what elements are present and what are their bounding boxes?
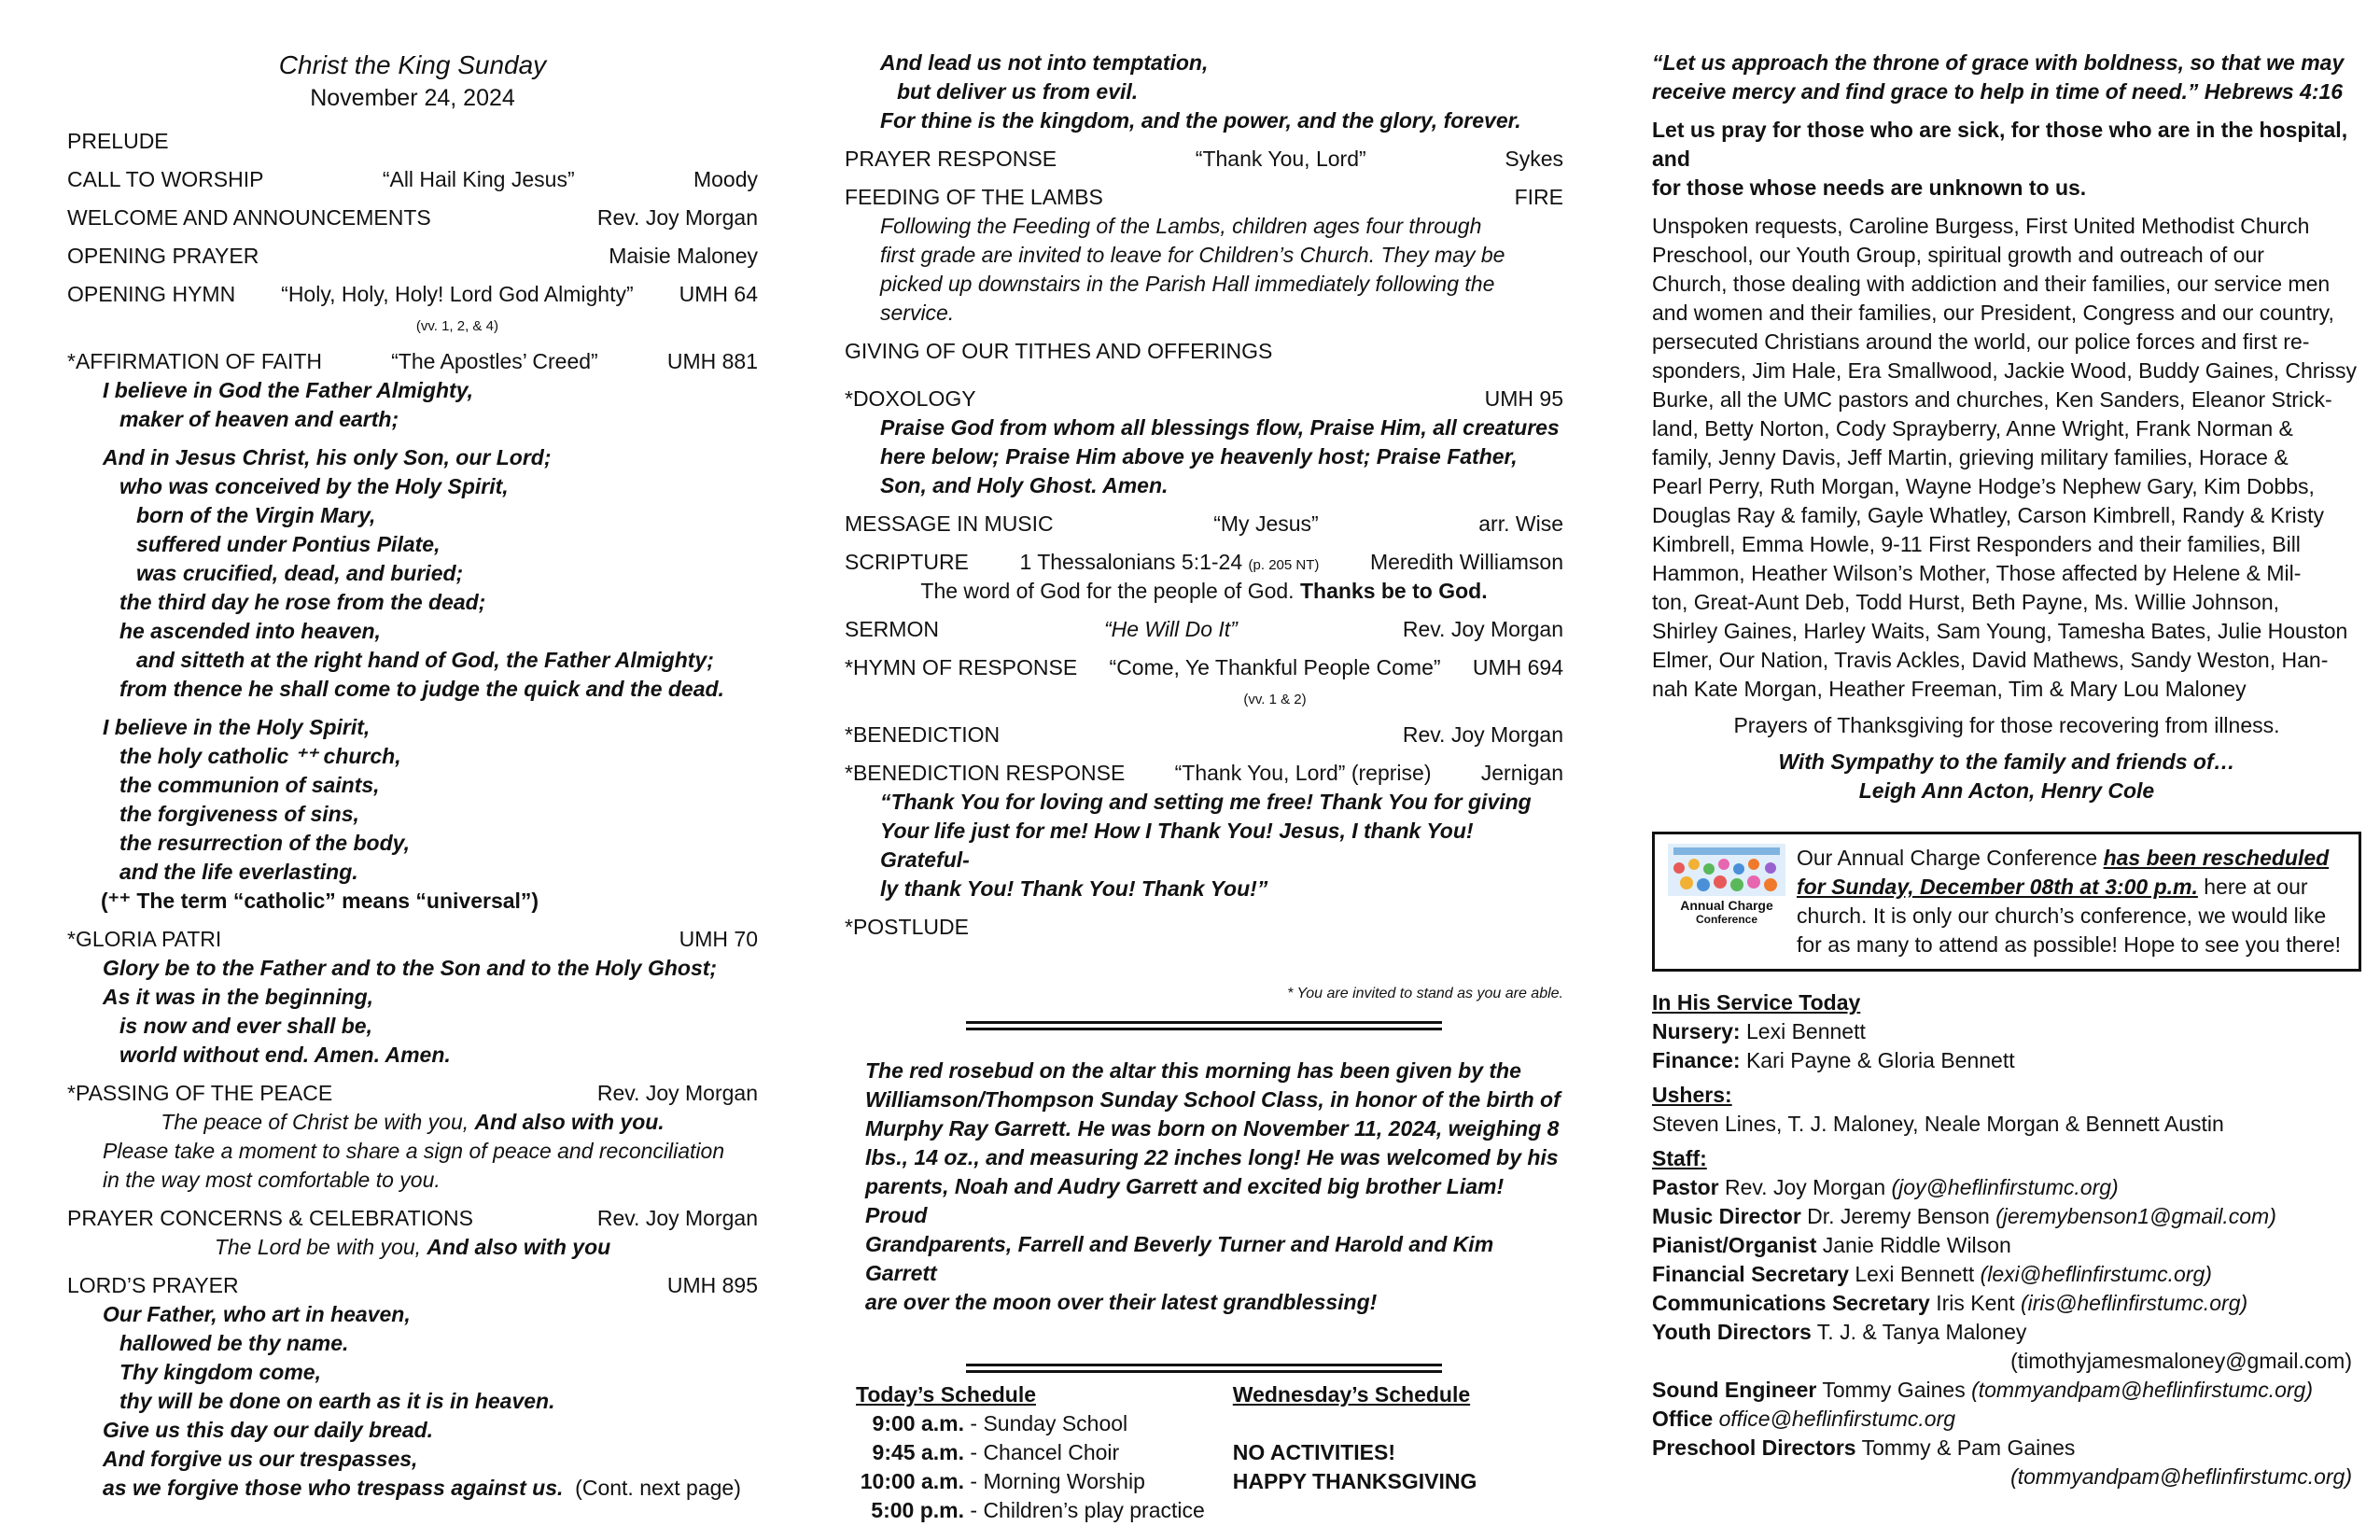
hebrews-verse: “Let us approach the throne of grace with boldness, so that we may receive mercy and find grace to help in time of need.” Hebrews 4:16 (1652, 50, 2345, 104)
sympathy: With Sympathy to the family and friends of… Leigh Ann Acton, Henry Cole (1778, 749, 2235, 803)
call-to-worship: CALL TO WORSHIP “All Hail King Jesus” Moody (67, 167, 758, 191)
logo-text-2: Conference (1695, 913, 1758, 926)
order-of-worship-middle (845, 49, 1563, 1525)
wednesday-schedule: Wednesday’s Schedule NO ACTIVITIES! HAPPY THANKSGIVING (1232, 1382, 1477, 1493)
announcements-right (1652, 49, 2361, 1491)
prayer-requests: Unspoken requests, Caroline Burgess, First United Methodist Church Preschool, our Youth Group, spiritual growth and outreach of our Church, those dealing with addiction and their families, our service men and women and their families, our President, Congress and our country, persecuted Christians around the world, our police forces and first re- sponders, Jim Hale, Era Smallwood, Jackie Wood, Buddy Gaines, Chrissy Burke, all the UMC pastors and churches, Ken Sanders, Eleanor Strick- land, Betty Norton, Cody Sprayberry, Anne Wright, Frank Norman & family, Jenny Davis, Jeff Martin, grieving military families, Horace & Pearl Perry, Ruth Morgan, Wayne Hodge’s Nephew Gary, Kim Dobbs, Douglas Ray & family, Gayle Whatley, Carson Kimbrell, Randy & Kristy Kimbrell, Emma Howle, 9-11 First Responders and their families, Bill Hammon, Heather Wilson’s Mother, Those affected by Helene & Mil- ton, Great-Aunt Deb, Todd Hurst, Beth Payne, Ms. Willie Johnson, Shirley Gaines, Harley Waits, Sam Young, Tamesha Bates, Julie Houston Elmer, Our Nation, Travis Ackles, David Mathews, Sandy Weston, Han- nah Kate Morgan, Heather Freeman, Tim & Mary Lou Maloney (1652, 214, 2358, 701)
concerns-response: The Lord be with you, And also with you (214, 1235, 611, 1259)
doxology-text: Praise God from whom all blessings flow, Praise Him, all creatures here below; Praise Him above ye heavenly host; Praise Father, Son, and Holy Ghost. Amen. (880, 415, 1560, 497)
catholic-note: (⁺⁺ The term “catholic” means “universal”) (101, 889, 539, 913)
apostles-creed: I believe in God the Father Almighty, maker of heaven and earth; And in Jesus Christ, his only Son, our Lord; who was conceived by the Holy Spirit, born of the Virgin Mary, suffered under Pontius Pilate, was crucified, dead, and buried; the third day he rose from the dead; he ascended into heaven, and sitteth at the right hand of God, the Father Almighty; from thence he shall come to judge the quick and the dead. I believe in the Holy Spirit, the holy catholic ⁺⁺ church, the communion of saints, the forgiveness of sins, the resurrection of the body, and the life everlasting. (103, 378, 724, 884)
prelude: PRELUDE (67, 129, 169, 153)
charge-conference-notice (1652, 832, 2361, 972)
lambs-text: Following the Feeding of the Lambs, children ages four through first grade are invited to leave for Children’s Church. They may be picked up downstairs in the Parish Hall immediately following the service. (880, 214, 1505, 325)
lords-prayer-continued: And lead us not into temptation, but deliver us from evil. For thine is the kingdom, and the power, and the glory, forever. (880, 50, 1521, 133)
service-title: Christ the King Sunday (278, 50, 547, 79)
tithes: GIVING OF OUR TITHES AND OFFERINGS (845, 339, 1273, 363)
postlude: *POSTLUDE (845, 915, 969, 939)
passing-of-peace: *PASSING OF THE PEACE Rev. Joy Morgan (67, 1081, 758, 1105)
divider (966, 1021, 1442, 1030)
lords-prayer-text: Our Father, who art in heaven, hallowed be thy name. Thy kingdom come, thy will be done on earth as it is in heaven. Give us this day our daily bread. And forgive us our trespasses, as we forgive those who trespass against us. (Cont. next page) (103, 1302, 741, 1500)
opening-prayer: OPENING PRAYER Maisie Maloney (67, 244, 758, 268)
doxology: *DOXOLOGY UMH 95 (845, 386, 1563, 411)
welcome: WELCOME AND ANNOUNCEMENTS Rev. Joy Morgan (67, 205, 758, 230)
rosebud-announcement: The red rosebud on the altar this morning has been given by the Williamson/Thompson Sunday School Class, in honor of the birth of Murphy Ray Garrett. He was born on November 11, 2024, weighing 8 lbs., 14 oz., and measuring 22 inches long! He was welcomed by his parents, Noah and Audry Garrett and excited big brother Liam! Proud Grandparents, Farrell and Beverly Turner and Harold and Kim Garrett are over the moon over their latest grandblessing! (865, 1058, 1561, 1314)
todays-schedule: Today’s Schedule 9:00 a.m. - Sunday School 9:45 a.m. - Chancel Choir 10:00 a.m. - Morning Worship 5:00 p.m. - Children’s play practice (856, 1382, 1205, 1522)
schedules (845, 1380, 1563, 1525)
scripture-response: The word of God for the people of God. Thanks be to God. (920, 579, 1488, 603)
prayer-response: PRAYER RESPONSE “Thank You, Lord” Sykes (845, 147, 1563, 171)
divider (966, 1364, 1442, 1373)
feeding-of-lambs: FEEDING OF THE LAMBS FIRE (845, 185, 1563, 209)
service-today: In His Service Today Nursery: Lexi Bennett Finance: Kari Payne & Gloria Bennett Ushers: Steven Lines, T. J. Maloney, Neale Morgan & Bennett Austin Staff: Pastor Rev. Joy Morgan (joy@heflinfirstumc.org) Music Director Dr. Jeremy Benson (jeremybenson1@gmail.com) Pianist/Organist Janie Riddle Wilson Financial Secretary Lexi Bennett (lexi@heflinfirstumc.org) Communications Secretary Iris Kent (iris@heflinfirstumc.org) Youth Directors T. J. & Tanya Maloney (timothyjamesmaloney@gmail.com) Sound Engineer Tommy Gaines (tommyandpam@heflinfirstumc.org) Office office@heflinfirstumc.org Preschool Directors Tommy & Pam Gaines (tommyandpam@heflinfirstumc.org) (1652, 988, 2361, 1491)
order-of-worship-left: Christ the King Sunday November 24, 2024 PRELUDE CALL TO WORSHIP “All Hail King Jesus” Moody WELCOME AND ANNOUNCEMENTS Rev. Joy Morgan OPENING PRAYER Maisie Maloney OPENING HYMN “Holy, Holy, Holy! Lord God Almighty” (vv. 1, 2, & 4) UMH 64 *AFFIRMATION OF FAITH “The Apostles’ Creed” UMH 881 I believe in God the Father Almighty, maker of heaven and earth; And in Jesus Christ, his only Son, our Lord; who was conceived by the Holy Spirit, born of the Virgin Mary, suffered under Pontius Pilate, was crucified, dead, and buried; the third day he rose from the dead; he ascended into heaven, and sitteth at the right hand of God, the Father Almighty; from thence he shall come to judge the quick and the dead. I believe in the Holy Spirit, the holy catholic ⁺⁺ church, the communion of saints, the forgiveness of sins, the resurrection of the body, and the life everlasting. (⁺⁺ The term “catholic” means “universal”) *GLORIA PATRI UMH 70 Glory be to the Father and to the Son and to the Holy Ghost; As it was in the beginning, is now and ever shall be, world without end. Amen. Amen. *PASSING OF THE PEACE Rev. Joy Morgan The peace of Christ be with you, And also with you. Please take a moment to share a sign of peace and reconciliation in the way most comfortable to you. PRAYER CONCERNS & CELEBRATIONS Rev. Joy Morgan The Lord be with you, And also with you LORD’S PRAYER UMH 895 Our Father, who art in heaven, hallowed be thy name. Thy kingdom come, thy will be done on earth as it is in heaven. Give us this day our daily bread. And forgive us our trespasses, as we forgive those who trespass against us. (Cont. next page) (67, 49, 758, 1503)
sermon: SERMON “He Will Do It” Rev. Joy Morgan (845, 617, 1563, 641)
hymn-of-response: *HYMN OF RESPONSE “Come, Ye Thankful People Come” (vv. 1 & 2) UMH 694 (845, 655, 1563, 707)
staff-list: Pastor Rev. Joy Morgan (joy@heflinfirstumc.org) Music Director Dr. Jeremy Benson (jeremybenson1@gmail.com) Pianist/Organist Janie Riddle Wilson Financial Secretary Lexi Bennett (lexi@heflinfirstumc.org) Communications Secretary Iris Kent (iris@heflinfirstumc.org) Youth Directors T. J. & Tanya Maloney (timothyjamesmaloney@gmail.com) Sound Engineer Tommy Gaines (tommyandpam@heflinfirstumc.org) Office office@heflinfirstumc.org Preschool Directors Tommy & Pam Gaines (tommyandpam@heflinfirstumc.org) (1652, 1175, 2352, 1489)
conference-text: Our Annual Charge Conference has been rescheduled for Sunday, December 08th at 3:00 p.m. here at our church. It is only our church’s conference, we would like for as many to attend as possible! Hope to see you there! (1797, 846, 2342, 957)
benediction-text: “Thank You for loving and setting me free! Thank You for giving Your life just for me! How I Thank You! Jesus, I thank You! Grateful- ly thank You! Thank You! Thank You!” (880, 790, 1532, 901)
benediction-response: *BENEDICTION RESPONSE “Thank You, Lord” (reprise) Jernigan (845, 761, 1563, 785)
charge-conference-logo (1668, 844, 1785, 959)
scripture: SCRIPTURE 1 Thessalonians 5:1-24 (p. 205 NT) Meredith Williamson (845, 550, 1563, 574)
continued-note: (Cont. next page) (575, 1476, 741, 1500)
opening-hymn: OPENING HYMN “Holy, Holy, Holy! Lord God Almighty” (vv. 1, 2, & 4) UMH 64 (67, 282, 758, 334)
message-in-music: MESSAGE IN MUSIC “My Jesus” arr. Wise (845, 511, 1563, 536)
gloria-patri: *GLORIA PATRI UMH 70 (67, 927, 758, 951)
stand-note: * You are invited to stand as you are able. (1287, 986, 1563, 1001)
prayer-concerns: PRAYER CONCERNS & CELEBRATIONS Rev. Joy Morgan (67, 1206, 758, 1230)
affirmation-of-faith: *AFFIRMATION OF FAITH “The Apostles’ Creed” UMH 881 (67, 349, 758, 373)
gloria-text: Glory be to the Father and to the Son and to the Holy Ghost; As it was in the beginning, is now and ever shall be, world without end. Amen. Amen. (103, 956, 718, 1067)
pray-for-heading: Let us pray for those who are sick, for those who are in the hospital, and for those whose needs are unknown to us. (1652, 118, 2348, 200)
lords-prayer: LORD’S PRAYER UMH 895 (67, 1273, 758, 1297)
people-crowd-icon (1668, 844, 1785, 928)
peace-response: The peace of Christ be with you, And also with you. (161, 1110, 665, 1134)
thanksgiving-prayers: Prayers of Thanksgiving for those recovering from illness. (1733, 713, 2280, 737)
benediction: *BENEDICTION Rev. Joy Morgan (845, 722, 1563, 747)
service-date: November 24, 2024 (310, 85, 515, 111)
logo-text-1: Annual Charge (1680, 898, 1773, 913)
